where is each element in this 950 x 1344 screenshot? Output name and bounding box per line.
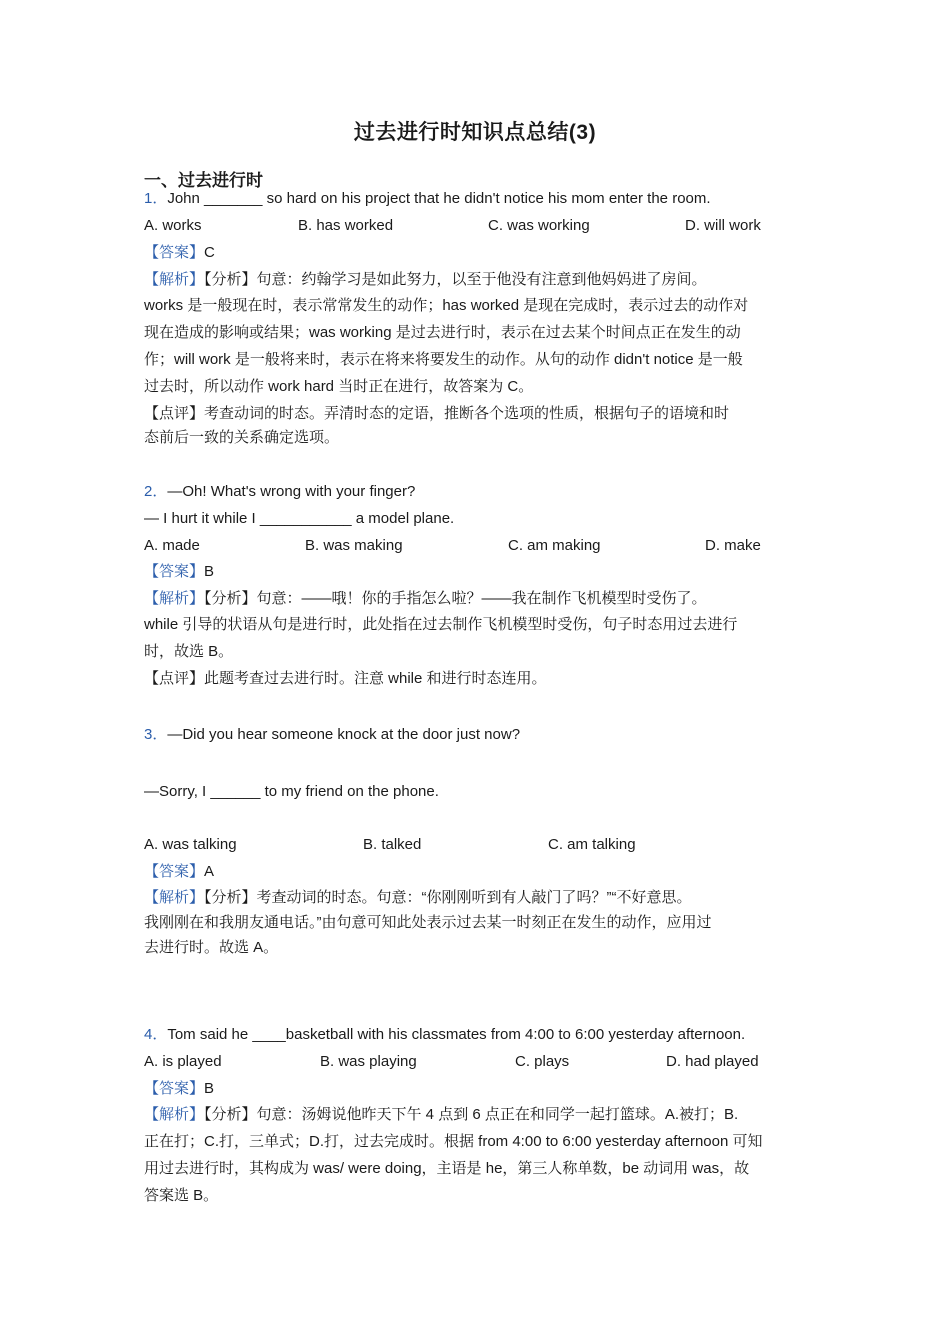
option-b: B. talked (363, 836, 422, 853)
analysis-line: 作；will work 是一般将来时，表示在将来将要发生的动作。从句的动作 didn't notice 是一般 (144, 351, 743, 368)
comment-line: 【点评】考查动词的时态。弄清时态的定语，推断各个选项的性质，根据句子的语境和时 (144, 405, 730, 422)
page-title: 过去进行时知识点总结(3) (353, 121, 597, 144)
option-c: C. plays (515, 1053, 570, 1070)
option-c: C. was working (488, 217, 590, 234)
option-c: C. am talking (548, 836, 636, 853)
analysis-line: 我刚刚在和我朋友通电话。”由句意可知此处表示过去某一时刻正在发生的动作，应用过 (144, 914, 712, 931)
option-b: B. was playing (320, 1053, 417, 1070)
question-2-stem: 2．—Oh! What's wrong with your finger? (144, 483, 416, 500)
option-a: A. works (144, 217, 202, 234)
question-3-stem-line2: —Sorry, I ______ to my friend on the phone. (144, 783, 439, 800)
option-d: D. will work (685, 217, 761, 234)
option-a: A. made (144, 537, 200, 554)
answer-line: 【答案】A (144, 863, 215, 880)
option-d: D. make (705, 537, 761, 554)
analysis-line: 过去时，所以动作 work hard 当时正在进行，故答案为 C。 (144, 378, 534, 395)
answer-line: 【答案】B (144, 1080, 215, 1097)
question-1-stem: 1．John _______ so hard on his project that he didn't notice his mom enter the room. (144, 190, 711, 207)
analysis-line: 正在打；C.打，三单式；D.打，过去完成时。根据 from 4:00 to 6:00 yesterday afternoon 可知 (144, 1133, 763, 1150)
analysis-line: 答案选 B。 (144, 1187, 219, 1204)
analysis-line: 【解析】【分析】考查动词的时态。句意：“你刚刚听到有人敲门了吗？”“不好意思。 (144, 889, 692, 906)
option-a: A. is played (144, 1053, 222, 1070)
analysis-line: 现在造成的影响或结果；was working 是过去进行时，表示在过去某个时间点正在发生的动 (144, 324, 741, 341)
analysis-line: while 引导的状语从句是进行时，此处指在过去制作飞机模型时受伤，句子时态用过去进行 (144, 616, 738, 633)
question-2-stem-line2: — I hurt it while I ___________ a model plane. (144, 510, 455, 527)
question-number: 4． (144, 1026, 168, 1043)
answer-line: 【答案】B (144, 563, 215, 580)
analysis-line: 【解析】【分析】句意：——哦！你的手指怎么啦？——我在制作飞机模型时受伤了。 (144, 590, 707, 607)
analysis-line: 时，故选 B。 (144, 643, 234, 660)
option-d: D. had played (666, 1053, 759, 1070)
question-number: 2． (144, 483, 168, 500)
comment-line: 【点评】此题考查过去进行时。注意 while 和进行时态连用。 (144, 670, 547, 687)
question-4-stem: 4．Tom said he ____basketball with his classmates from 4:00 to 6:00 yesterday afternoon. (144, 1026, 746, 1043)
analysis-line: works 是一般现在时，表示常常发生的动作；has worked 是现在完成时，表示过去的动作对 (144, 297, 749, 314)
option-b: B. has worked (298, 217, 394, 234)
question-number: 1． (144, 190, 168, 207)
comment-line: 态前后一致的关系确定选项。 (144, 429, 340, 446)
question-number: 3． (144, 726, 168, 743)
analysis-line: 【解析】【分析】句意：约翰学习是如此努力，以至于他没有注意到他妈妈进了房间。 (144, 271, 707, 288)
analysis-line: 用过去进行时，其构成为 was/ were doing，主语是 he，第三人称单数，be 动词用 was，故 (144, 1160, 750, 1177)
option-c: C. am making (508, 537, 601, 554)
option-b: B. was making (305, 537, 403, 554)
analysis-line: 【解析】【分析】句意：汤姆说他昨天下午 4 点到 6 点正在和同学一起打篮球。A.被打；B. (144, 1106, 739, 1123)
answer-line: 【答案】C (144, 244, 215, 261)
option-a: A. was talking (144, 836, 237, 853)
section-heading: 一、过去进行时 (144, 171, 263, 190)
analysis-line: 去进行时。故选 A。 (144, 939, 279, 956)
question-3-stem: 3．—Did you hear someone knock at the door just now? (144, 726, 521, 743)
